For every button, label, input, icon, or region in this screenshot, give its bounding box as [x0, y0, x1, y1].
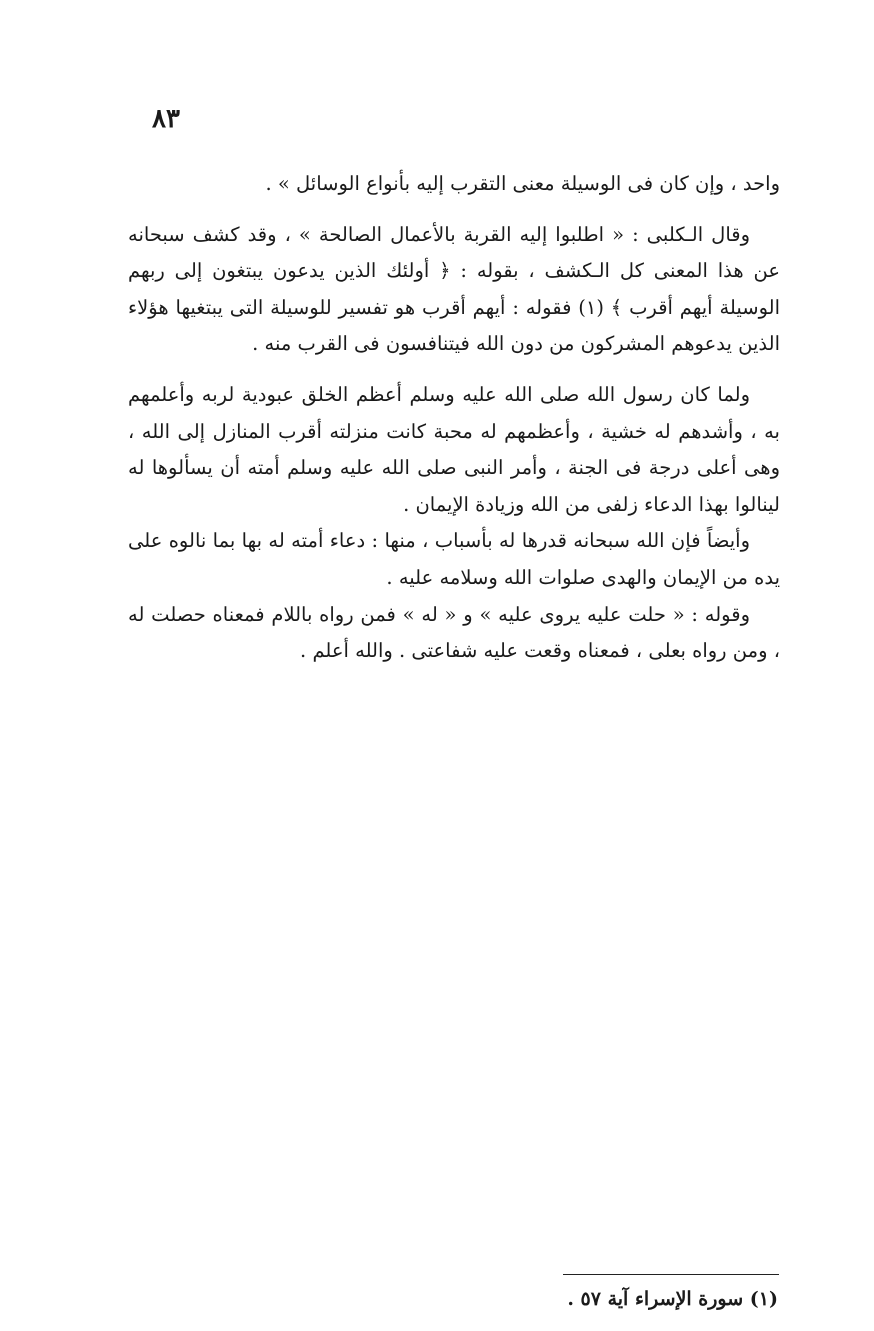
- paragraph-4: وأيضاً فإن الله سبحانه قدرها له بأسباب ، منها : دعاء أمته له بها بما نالوه على يده من الإيمان والهدى صلوات الله وسلامه عليه .: [128, 529, 780, 589]
- paragraph-3: ولما كان رسول الله صلى الله عليه وسلم أعظم الخلق عبودية لربه وأعلمهم به ، وأشدهم له خشية ، وأعظمهم له محبة كانت منزلته أقرب المنازل إلى الله ، وهى أعلى درجة فى الجنة ، وأمر النبى صلى الله عليه وسلم أمته أن يسألوها له لينالوا بهذا الدعاء زلفى من الله وزيادة الإيمان .: [128, 382, 780, 516]
- footnote: (١) سورة الإسراء آية ٥٧ .: [567, 1288, 778, 1310]
- page-number: ٨٣: [152, 104, 180, 134]
- footnote-divider: [563, 1274, 779, 1275]
- paragraph-2: وقال الـكلبى : « اطلبوا إليه القربة بالأعمال الصالحة » ، وقد كشف سبحانه عن هذا المعنى كل الـكشف ، بقوله : ﴿ أولئك الذين يدعون يبتغون إلى ربهم الوسيلة أيهم أقرب ﴾ (١) فقوله : أيهم أقرب هو تفسير للوسيلة التى يبتغيها هؤلاء الذين يدعوهم المشركون من دون الله فيتنافسون فى القرب منه .: [128, 222, 781, 356]
- body-text: [128, 166, 780, 670]
- paragraph-5: وقوله : « حلت عليه يروى عليه » و « له » فمن رواه باللام فمعناه حصلت له ، ومن رواه بعلى ، فمعناه وقعت عليه شفاعتى . والله أعلم .: [128, 602, 780, 663]
- paragraph-1: واحد ، وإن كان فى الوسيلة معنى التقرب إليه بأنواع الوسائل » .: [265, 172, 780, 195]
